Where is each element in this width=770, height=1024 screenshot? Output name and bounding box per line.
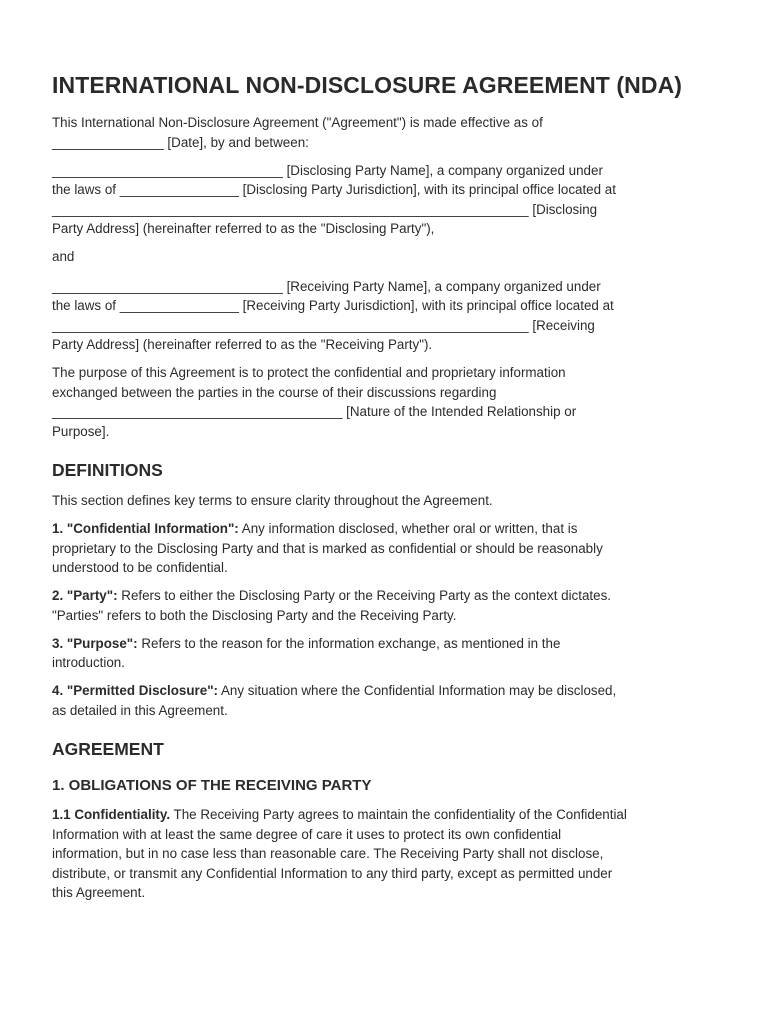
definition-term: 3. "Purpose": [52,635,138,651]
definition-text: Any situation where the Confidential Information may be disclosed, as detailed in this Agreement. [52,683,617,718]
disclosing-party-paragraph: _______________________________ [Disclosing Party Name], a company organized under the laws of ________________ [Disclosing Party Jurisdiction], with its principal office located at ________________________________________________________________ [Disclosing Party Address] (hereinafter referred to as the "Disclosing Party"), [52,162,616,236]
definition-text: Any information disclosed, whether oral or written, that is proprietary to the Disclosing Party and that is marked as confidential or should be reasonably understood to be confidential. [52,521,603,575]
intro-paragraph: This International Non-Disclosure Agreement ("Agreement") is made effective as of _______________ [Date], by and between: [52,115,543,150]
definition-term: 2. "Party": [52,588,118,603]
clause-1-1 [52,805,722,903]
definition-text: Refers to the reason for the information exchange, as mentioned in the introduction. [52,635,561,670]
purpose-paragraph: The purpose of this Agreement is to protect the confidential and proprietary information exchanged between the parties in the course of their discussions regarding _______________________________________ [Nature of the Intended Relationship or Purpose]. [52,365,577,439]
obligations-heading: 1. OBLIGATIONS OF THE RECEIVING PARTY [52,777,372,794]
definition-item [52,681,722,720]
definition-term: 4. "Permitted Disclosure": [52,683,218,698]
definition-item [52,634,722,673]
clause-1-1-text: The Receiving Party agrees to maintain the confidentiality of the Confidential Information with at least the same degree of care it uses to protect its own confidential information, but in no case less than reasonable care. The Receiving Party shall not disclose, distribute, or transmit any Confidential Information to any third party, except as permitted under this Agreement. [52,807,627,900]
definition-item [52,586,722,625]
definitions-intro: This section defines key terms to ensure clarity throughout the Agreement. [52,493,493,508]
clause-1-1-label: 1.1 Confidentiality. [52,807,171,822]
definition-item [52,519,722,578]
document-title: INTERNATIONAL NON-DISCLOSURE AGREEMENT (NDA) [52,72,683,98]
agreement-heading: AGREEMENT [52,739,164,759]
document-page [52,68,722,911]
receiving-party-paragraph: _______________________________ [Receiving Party Name], a company organized under the laws of ________________ [Receiving Party Jurisdiction], with its principal office located at ________________________________________________________________ [Receiving Party Address] (hereinafter referred to as the "Receiving Party"). [52,278,614,352]
definitions-heading: DEFINITIONS [52,460,163,480]
definition-text: Refers to either the Disclosing Party or the Receiving Party as the context dictates. "Parties" refers to both the Disclosing Party and the Receiving Party. [52,588,611,623]
and-text: and [52,249,75,264]
definition-term: 1. "Confidential Information": [52,521,239,536]
